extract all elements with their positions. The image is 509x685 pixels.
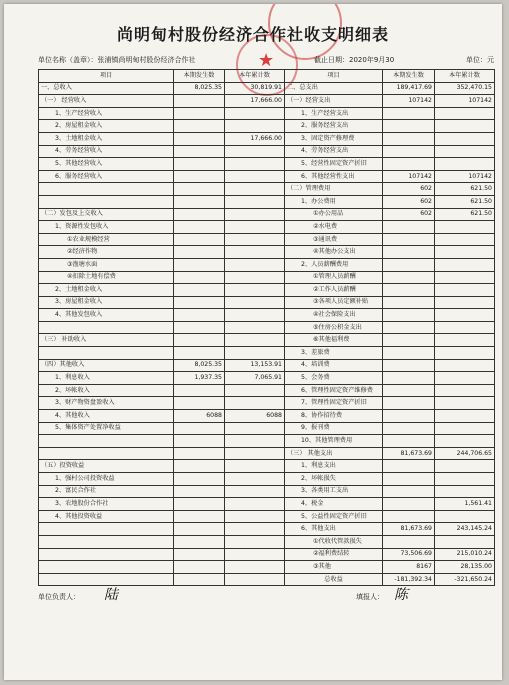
amount-cell: [174, 573, 225, 586]
amount-cell: 30,819.91: [225, 82, 285, 95]
amount-cell: 602: [383, 208, 435, 221]
amount-cell: [225, 397, 285, 410]
item-label-cell: [39, 347, 174, 360]
amount-cell: [174, 460, 225, 473]
amount-cell: 6088: [225, 410, 285, 423]
amount-cell: [174, 246, 225, 259]
amount-cell: [435, 359, 495, 372]
amount-cell: [383, 271, 435, 284]
item-label-cell: 总收益: [285, 573, 383, 586]
amount-cell: [383, 132, 435, 145]
item-label-cell: 5、经营性固定资产折旧: [285, 158, 383, 171]
amount-cell: [383, 258, 435, 271]
amount-cell: [225, 535, 285, 548]
amount-cell: [383, 535, 435, 548]
item-label-cell: [39, 195, 174, 208]
amount-cell: [174, 523, 225, 536]
amount-cell: [174, 195, 225, 208]
amount-cell: [383, 334, 435, 347]
amount-cell: [225, 107, 285, 120]
amount-cell: [383, 384, 435, 397]
item-label-cell: 5、集体资产处置净收益: [39, 422, 174, 435]
amount-cell: [174, 498, 225, 511]
amount-cell: [225, 233, 285, 246]
table-row: [39, 284, 495, 297]
page-title: 尚明甸村股份经济合作社收支明细表: [116, 25, 389, 44]
amount-cell: 107142: [383, 170, 435, 183]
amount-cell: [174, 120, 225, 133]
table-row: [39, 435, 495, 448]
item-label-cell: [39, 548, 174, 561]
amount-cell: 621.50: [435, 208, 495, 221]
amount-cell: [174, 548, 225, 561]
amount-cell: [383, 435, 435, 448]
amount-cell: [225, 447, 285, 460]
item-label-cell: 10、其他管理费用: [285, 435, 383, 448]
table-row: [39, 82, 495, 95]
amount-cell: [174, 473, 225, 486]
amount-cell: 28,135.00: [435, 561, 495, 574]
amount-cell: [225, 523, 285, 536]
amount-cell: [225, 158, 285, 171]
amount-cell: [435, 334, 495, 347]
item-label-cell: ②工作人员薪酬: [285, 284, 383, 297]
amount-cell: [383, 107, 435, 120]
table-row: [39, 447, 495, 460]
amount-cell: 602: [383, 195, 435, 208]
table-row: [39, 208, 495, 221]
amount-cell: [383, 221, 435, 234]
amount-cell: [435, 132, 495, 145]
amount-cell: [435, 435, 495, 448]
amount-cell: [383, 422, 435, 435]
amount-cell: 352,470.15: [435, 82, 495, 95]
table-row: [39, 498, 495, 511]
table-row: [39, 158, 495, 171]
item-label-cell: ③各项人员定额补贴: [285, 296, 383, 309]
amount-cell: [225, 498, 285, 511]
amount-cell: -321,650.24: [435, 573, 495, 586]
amount-cell: [225, 221, 285, 234]
amount-cell: 1,561.41: [435, 498, 495, 511]
table-row: [39, 233, 495, 246]
table-row: [39, 145, 495, 158]
item-label-cell: 7、管理性固定资产折旧: [285, 397, 383, 410]
item-label-cell: 2、服务经营支出: [285, 120, 383, 133]
table-row: [39, 410, 495, 423]
table-header-cell: 项目: [285, 70, 383, 83]
amount-cell: [174, 258, 225, 271]
table-row: [39, 460, 495, 473]
amount-cell: 189,417.69: [383, 82, 435, 95]
amount-cell: [174, 284, 225, 297]
amount-cell: [435, 246, 495, 259]
item-label-cell: 6、其他经营性支出: [285, 170, 383, 183]
item-label-cell: 5、其他经营收入: [39, 158, 174, 171]
amount-cell: 8,025.35: [174, 82, 225, 95]
item-label-cell: 3、房屋租金收入: [39, 296, 174, 309]
item-label-cell: ③其他: [285, 561, 383, 574]
amount-cell: [225, 460, 285, 473]
item-label-cell: ②经济作物: [39, 246, 174, 259]
item-label-cell: [39, 523, 174, 536]
amount-cell: [435, 410, 495, 423]
amount-cell: [435, 535, 495, 548]
item-label-cell: 6、服务经营收入: [39, 170, 174, 183]
amount-cell: [383, 359, 435, 372]
item-label-cell: 4、其他投资收益: [39, 510, 174, 523]
amount-cell: [435, 296, 495, 309]
item-label-cell: ①代收代管款损失: [285, 535, 383, 548]
amount-cell: [225, 548, 285, 561]
amount-cell: [225, 195, 285, 208]
item-label-cell: ①管理人员薪酬: [285, 271, 383, 284]
amount-cell: [225, 170, 285, 183]
item-label-cell: ④其他办公支出: [285, 246, 383, 259]
amount-cell: 81,673.69: [383, 523, 435, 536]
seal-star-icon: ★: [258, 50, 275, 71]
table-row: [39, 334, 495, 347]
amount-cell: [383, 410, 435, 423]
currency-unit: 单位：元: [466, 56, 494, 64]
item-label-cell: （一） 经营收入: [39, 95, 174, 108]
amount-cell: [174, 435, 225, 448]
amount-cell: [174, 397, 225, 410]
table-row: [39, 183, 495, 196]
item-label-cell: 8、协作招待费: [285, 410, 383, 423]
amount-cell: 13,153.91: [225, 359, 285, 372]
table-row: [39, 221, 495, 234]
table-row: [39, 170, 495, 183]
amount-cell: [225, 347, 285, 360]
amount-cell: [435, 347, 495, 360]
item-label-cell: 2、富民合作社: [39, 485, 174, 498]
amount-cell: [435, 284, 495, 297]
amount-cell: 7,065.91: [225, 372, 285, 385]
amount-cell: 8,025.35: [174, 359, 225, 372]
table-row: [39, 95, 495, 108]
item-label-cell: 1、生产经营收入: [39, 107, 174, 120]
amount-cell: [174, 561, 225, 574]
document-meta: [38, 55, 494, 68]
amount-cell: [174, 170, 225, 183]
amount-cell: [174, 221, 225, 234]
amount-cell: [435, 422, 495, 435]
item-label-cell: 3、各类用工支出: [285, 485, 383, 498]
amount-cell: [435, 384, 495, 397]
amount-cell: [383, 120, 435, 133]
amount-cell: [435, 145, 495, 158]
amount-cell: [225, 208, 285, 221]
amount-cell: 107142: [435, 170, 495, 183]
table-row: [39, 372, 495, 385]
table-row: [39, 535, 495, 548]
item-label-cell: （一）经营支出: [285, 95, 383, 108]
amount-cell: [174, 158, 225, 171]
item-label-cell: ②水电费: [285, 221, 383, 234]
amount-cell: 17,666.00: [225, 95, 285, 108]
responsible-signature: 陆: [104, 587, 118, 603]
table-header-row: [39, 70, 495, 83]
amount-cell: 602: [383, 183, 435, 196]
table-row: [39, 485, 495, 498]
amount-cell: [383, 309, 435, 322]
signature-footer: [38, 586, 494, 626]
amount-cell: [174, 384, 225, 397]
item-label-cell: ②福利费结转: [285, 548, 383, 561]
item-label-cell: （二）管理费用: [285, 183, 383, 196]
amount-cell: [435, 309, 495, 322]
item-label-cell: （三） 补助收入: [39, 334, 174, 347]
amount-cell: [435, 372, 495, 385]
amount-cell: [174, 183, 225, 196]
item-label-cell: ③渔塘水面: [39, 258, 174, 271]
item-label-cell: 2、坏帐损失: [285, 473, 383, 486]
amount-cell: [435, 233, 495, 246]
amount-cell: [225, 284, 285, 297]
item-label-cell: （五）投资收益: [39, 460, 174, 473]
item-label-cell: ④社会保险支出: [285, 309, 383, 322]
amount-cell: [435, 510, 495, 523]
amount-cell: [174, 296, 225, 309]
amount-cell: [174, 132, 225, 145]
item-label-cell: 3、财产物资盘盈收入: [39, 397, 174, 410]
item-label-cell: 1、利息收入: [39, 372, 174, 385]
table-row: [39, 271, 495, 284]
item-label-cell: 1、强村公司投资收益: [39, 473, 174, 486]
document-page: [4, 4, 502, 680]
item-label-cell: ⑥其他福利费: [285, 334, 383, 347]
table-row: [39, 309, 495, 322]
amount-cell: [225, 258, 285, 271]
item-label-cell: 4、其他发包收入: [39, 309, 174, 322]
amount-cell: 621.50: [435, 183, 495, 196]
amount-cell: [225, 485, 285, 498]
amount-cell: [174, 145, 225, 158]
amount-cell: [435, 485, 495, 498]
item-label-cell: 1、利息支出: [285, 460, 383, 473]
item-label-cell: 2、人员薪酬费用: [285, 258, 383, 271]
amount-cell: [225, 309, 285, 322]
item-label-cell: 2、土地租金收入: [39, 284, 174, 297]
income-expense-table: [38, 69, 495, 586]
table-row: [39, 510, 495, 523]
amount-cell: [383, 460, 435, 473]
amount-cell: [383, 296, 435, 309]
amount-cell: [225, 435, 285, 448]
amount-cell: [435, 473, 495, 486]
amount-cell: [225, 334, 285, 347]
amount-cell: [435, 158, 495, 171]
table-row: [39, 246, 495, 259]
item-label-cell: 3、农地股份合作社: [39, 498, 174, 511]
item-label-cell: 6、管理性固定资产维修费: [285, 384, 383, 397]
amount-cell: [225, 296, 285, 309]
item-label-cell: [39, 447, 174, 460]
amount-cell: 244,706.65: [435, 447, 495, 460]
amount-cell: 17,666.00: [225, 132, 285, 145]
amount-cell: [225, 183, 285, 196]
item-label-cell: 3、差旅费: [285, 347, 383, 360]
amount-cell: [225, 473, 285, 486]
table-row: [39, 359, 495, 372]
amount-cell: [383, 233, 435, 246]
amount-cell: [225, 422, 285, 435]
table-row: [39, 561, 495, 574]
amount-cell: [225, 321, 285, 334]
item-label-cell: （四）其他收入: [39, 359, 174, 372]
item-label-cell: （三） 其他支出: [285, 447, 383, 460]
amount-cell: [225, 384, 285, 397]
amount-cell: 107142: [435, 95, 495, 108]
item-label-cell: [39, 535, 174, 548]
amount-cell: [225, 246, 285, 259]
table-header-cell: 本期发生数: [174, 70, 225, 83]
amount-cell: [174, 347, 225, 360]
amount-cell: [435, 397, 495, 410]
item-label-cell: （二）发包及上交收入: [39, 208, 174, 221]
amount-cell: [174, 422, 225, 435]
amount-cell: [225, 145, 285, 158]
item-label-cell: 一、总收入: [39, 82, 174, 95]
amount-cell: [435, 460, 495, 473]
amount-cell: 107142: [383, 95, 435, 108]
table-row: [39, 473, 495, 486]
table-row: [39, 397, 495, 410]
item-label-cell: 1、生产经营支出: [285, 107, 383, 120]
amount-cell: 215,010.24: [435, 548, 495, 561]
amount-cell: [435, 258, 495, 271]
amount-cell: [383, 284, 435, 297]
item-label-cell: ①农业规模经营: [39, 233, 174, 246]
amount-cell: 621.50: [435, 195, 495, 208]
preparer-signature: 陈: [394, 587, 408, 603]
amount-cell: [383, 397, 435, 410]
amount-cell: [174, 334, 225, 347]
item-label-cell: 5、会务费: [285, 372, 383, 385]
amount-cell: [383, 347, 435, 360]
item-label-cell: [39, 435, 174, 448]
amount-cell: [174, 447, 225, 460]
amount-cell: [174, 208, 225, 221]
item-label-cell: 2、坏帐收入: [39, 384, 174, 397]
report-date: 截止日期：2020年9月30: [314, 56, 395, 64]
item-label-cell: ①办公用品: [285, 208, 383, 221]
amount-cell: [174, 510, 225, 523]
amount-cell: [174, 485, 225, 498]
item-label-cell: [39, 183, 174, 196]
amount-cell: [174, 309, 225, 322]
item-label-cell: ⑤住房公积金支出: [285, 321, 383, 334]
amount-cell: [383, 498, 435, 511]
item-label-cell: 4、劳务经营收入: [39, 145, 174, 158]
item-label-cell: ④扣除土地有偿费: [39, 271, 174, 284]
item-label-cell: 1、资源性发包收入: [39, 221, 174, 234]
amount-cell: 243,145.24: [435, 523, 495, 536]
amount-cell: [383, 372, 435, 385]
amount-cell: [225, 510, 285, 523]
amount-cell: [435, 321, 495, 334]
table-row: [39, 132, 495, 145]
item-label-cell: 6、其他支出: [285, 523, 383, 536]
amount-cell: [174, 271, 225, 284]
table-row: [39, 347, 495, 360]
amount-cell: 8167: [383, 561, 435, 574]
table-row: [39, 296, 495, 309]
amount-cell: [383, 158, 435, 171]
table-header-cell: 本年累计数: [225, 70, 285, 83]
amount-cell: [383, 510, 435, 523]
item-label-cell: 4、税金: [285, 498, 383, 511]
item-label-cell: [39, 321, 174, 334]
amount-cell: [174, 535, 225, 548]
amount-cell: [225, 573, 285, 586]
item-label-cell: 5、公益性固定资产折旧: [285, 510, 383, 523]
amount-cell: 73,506.69: [383, 548, 435, 561]
amount-cell: [383, 246, 435, 259]
amount-cell: 1,937.35: [174, 372, 225, 385]
amount-cell: [435, 271, 495, 284]
responsible-label: 单位负责人：: [38, 593, 80, 601]
table-row: [39, 523, 495, 536]
item-label-cell: [39, 561, 174, 574]
amount-cell: [225, 271, 285, 284]
amount-cell: -181,392.34: [383, 573, 435, 586]
item-label-cell: 4、劳务经营支出: [285, 145, 383, 158]
table-row: [39, 195, 495, 208]
item-label-cell: 1、办公费用: [285, 195, 383, 208]
amount-cell: [225, 561, 285, 574]
table-row: [39, 120, 495, 133]
item-label-cell: 4、其他收入: [39, 410, 174, 423]
amount-cell: [225, 120, 285, 133]
item-label-cell: 9、报刊费: [285, 422, 383, 435]
table-row: [39, 321, 495, 334]
amount-cell: 6088: [174, 410, 225, 423]
unit-name: 单位名称（盖章）：张浦镇尚明甸村股份经济合作社: [38, 56, 196, 64]
amount-cell: [174, 107, 225, 120]
amount-cell: [435, 107, 495, 120]
amount-cell: [435, 120, 495, 133]
amount-cell: [383, 145, 435, 158]
amount-cell: 81,673.69: [383, 447, 435, 460]
item-label-cell: 3、固定资产修理费: [285, 132, 383, 145]
item-label-cell: 3、土地租金收入: [39, 132, 174, 145]
amount-cell: [383, 473, 435, 486]
amount-cell: [435, 221, 495, 234]
item-label-cell: 4、培训费: [285, 359, 383, 372]
table-row: [39, 548, 495, 561]
item-label-cell: ③通讯费: [285, 233, 383, 246]
item-label-cell: 2、房屋租金收入: [39, 120, 174, 133]
table-header-cell: 本年累计数: [435, 70, 495, 83]
table-row: [39, 384, 495, 397]
table-row: [39, 422, 495, 435]
amount-cell: [383, 321, 435, 334]
table-header-cell: 本期发生数: [383, 70, 435, 83]
table-header-cell: 项目: [39, 70, 174, 83]
preparer-label: 填报人：: [356, 593, 384, 601]
amount-cell: [383, 485, 435, 498]
table-row: [39, 107, 495, 120]
amount-cell: [174, 321, 225, 334]
item-label-cell: 二、总支出: [285, 82, 383, 95]
amount-cell: [174, 95, 225, 108]
amount-cell: [174, 233, 225, 246]
table-row: [39, 258, 495, 271]
